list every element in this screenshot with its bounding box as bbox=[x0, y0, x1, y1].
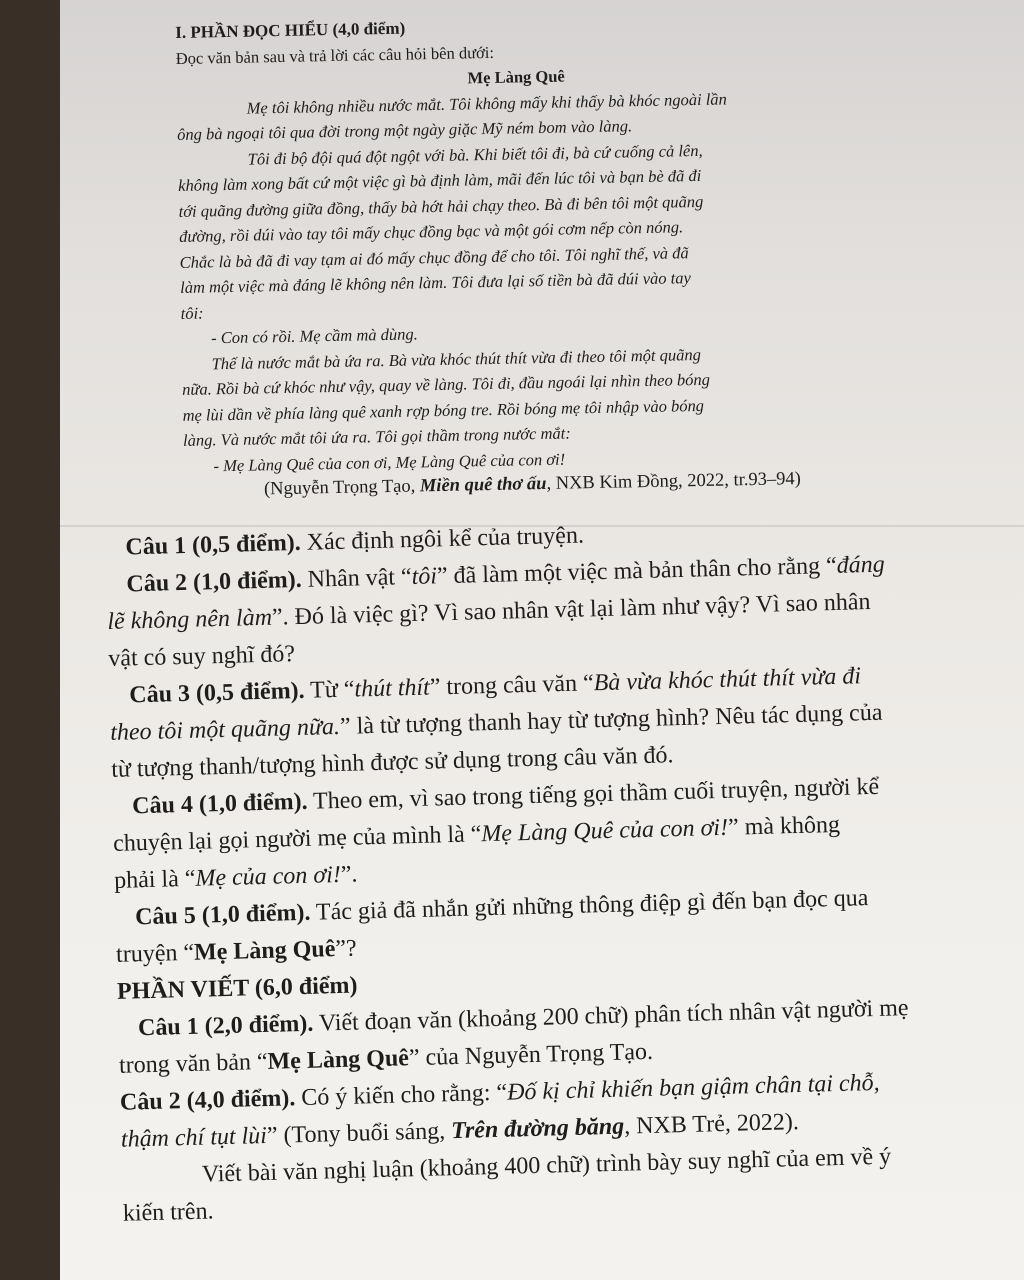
writing-question-1-cont: trong văn bản “Mẹ Làng Quê” của Nguyễn Trọng Tạo. bbox=[118, 1038, 654, 1079]
writing-question-2: Câu 2 (4,0 điểm). Có ý kiến cho rằng: “Đố kị chỉ khiến bạn giậm chân tại chỗ, bbox=[119, 1069, 880, 1116]
story-line: mẹ lùi dần về phía làng quê xanh rợp bóng tre. Rồi bóng mẹ tôi nhập vào bóng bbox=[182, 395, 705, 425]
story-line: nữa. Rồi bà cứ khóc như vậy, quay về làng. Tôi đi, đầu ngoái lại nhìn theo bóng bbox=[181, 369, 711, 399]
source-book-title: Miền quê thơ ấu bbox=[419, 473, 547, 497]
story-line: tôi: bbox=[180, 303, 204, 323]
question-1: Câu 1 (0,5 điểm). Xác định ngôi kể của truyện. bbox=[125, 522, 585, 561]
question-5-cont: truyện “Mẹ Làng Quê”? bbox=[115, 935, 357, 968]
story-line: làm một việc mà đáng lẽ không nên làm. Tôi đưa lại số tiền bà đã dúi vào tay bbox=[179, 268, 692, 297]
writing-question-2-cont: thậm chí tụt lùi” (Tony buổi sáng, Trên đường băng, NXB Trẻ, 2022). bbox=[120, 1109, 800, 1153]
reading-section bbox=[175, 5, 964, 504]
question-3: Câu 3 (0,5 điểm). Từ “thút thít” trong câu văn “Bà vừa khóc thút thít vừa đi bbox=[128, 663, 862, 709]
question-5: Câu 5 (1,0 điểm). Tác giả đã nhắn gửi những thông điệp gì đến bạn đọc qua bbox=[134, 885, 869, 931]
story-line: Thế là nước mắt bà ứa ra. Bà vừa khóc thút thít vừa đi theo tôi một quãng bbox=[211, 344, 702, 373]
question-4-cont: phải là “Mẹ của con ơi!”. bbox=[113, 861, 358, 894]
story-line: đường, rồi dúi vào tay tôi mấy chục đồng bạc và một gói cơm nếp còn nóng. bbox=[178, 217, 684, 246]
part2-heading: PHẦN VIẾT (6,0 điểm) bbox=[116, 972, 358, 1005]
story-line: tới quãng đường giữa đồng, thấy bà hớt hải chạy theo. Bà đi bên tôi một quãng bbox=[178, 191, 704, 221]
question-4: Câu 4 (1,0 điểm). Theo em, vì sao trong tiếng gọi thầm cuối truyện, người kể bbox=[131, 773, 880, 820]
question-4-cont: chuyện lại gọi người mẹ của mình là “Mẹ Làng Quê của con ơi!” mà không bbox=[112, 811, 841, 857]
question-3-cont: theo tôi một quãng nữa.” là từ tượng thanh hay từ tượng hình? Nêu tác dụng của bbox=[109, 699, 883, 746]
story-title: Mẹ Làng Quê bbox=[467, 66, 565, 88]
story-line: Tôi đi bộ đội quá đột ngột với bà. Khi biết tôi đi, bà cứ cuống cả lên, bbox=[247, 140, 703, 169]
question-2: Câu 2 (1,0 điểm). Nhân vật “tôi” đã làm một việc mà bản thân cho rằng “đáng bbox=[126, 551, 885, 598]
part1-instruction: Đọc văn bản sau và trả lời các câu hỏi bên dưới: bbox=[175, 42, 495, 68]
part1-heading: I. PHẦN ĐỌC HIỂU (4,0 điểm) bbox=[175, 18, 406, 42]
story-line: - Con có rồi. Mẹ cầm mà dùng. bbox=[210, 324, 418, 348]
story-source: (Nguyễn Trọng Tạo, Miền quê thơ ấu, NXB Kim Đồng, 2022, tr.93–94) bbox=[263, 469, 801, 500]
question-2-cont: vật có suy nghĩ đó? bbox=[108, 641, 296, 672]
story-line: Mẹ tôi không nhiều nước mắt. Tôi không mấy khi thấy bà khóc ngoài lần bbox=[246, 88, 727, 118]
exam-paper bbox=[60, 0, 1024, 1280]
writing-question-2-cont: kiến trên. bbox=[122, 1198, 214, 1227]
story-line: ông bà ngoại tôi qua đời trong một ngày giặc Mỹ ném bom vào làng. bbox=[177, 116, 633, 144]
question-3-cont: từ tượng thanh/tượng hình được sử dụng trong câu văn đó. bbox=[110, 742, 674, 783]
writing-question-2-cont: Viết bài văn nghị luận (khoảng 400 chữ) trình bày suy nghĩ của em về ý bbox=[201, 1143, 892, 1188]
story-line: - Mẹ Làng Quê của con ơi, Mẹ Làng Quê của con ơi! bbox=[213, 449, 566, 475]
story-line: làng. Và nước mắt tôi ứa ra. Tôi gọi thầm trong nước mắt: bbox=[182, 423, 571, 450]
writing-question-1: Câu 1 (2,0 điểm). Viết đoạn văn (khoảng 200 chữ) phân tích nhân vật người mẹ bbox=[137, 995, 909, 1042]
question-2-cont: lẽ không nên làm”. Đó là việc gì? Vì sao nhân vật lại làm như vậy? Vì sao nhân bbox=[107, 588, 871, 635]
story-line: Chắc là bà đã đi vay tạm ai đó mấy chục đồng để cho tôi. Tôi nghĩ thế, và đã bbox=[179, 242, 689, 272]
story-line: không làm xong bất cứ một việc gì bà định làm, mãi đến lúc tôi và bạn bè đã đi bbox=[177, 165, 702, 195]
questions-section bbox=[105, 507, 1013, 1233]
